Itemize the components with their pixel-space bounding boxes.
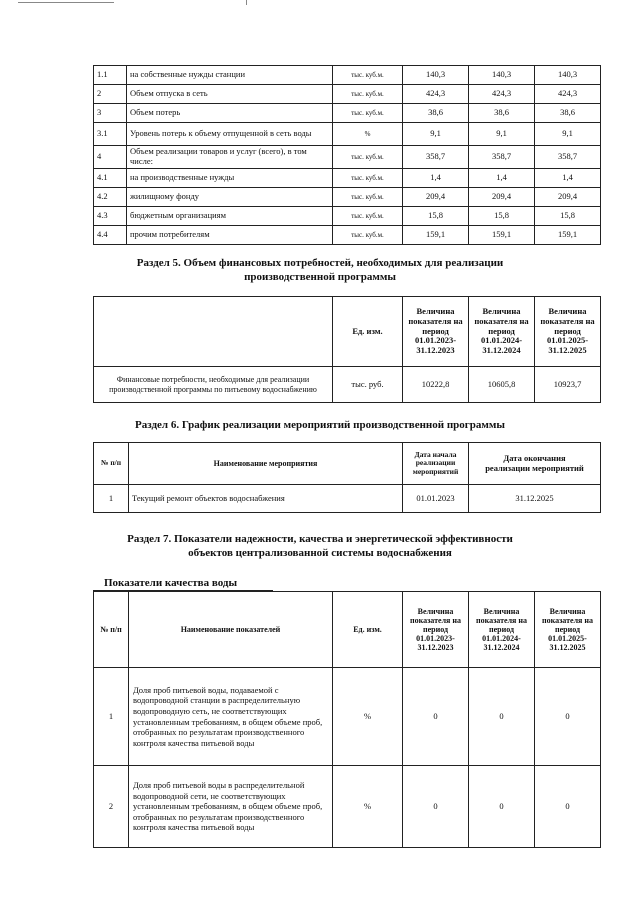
row-unit: тыс. куб.м.	[333, 66, 403, 85]
table-row	[94, 104, 601, 123]
header-cell-start: Дата начала реализации мероприятий	[403, 443, 469, 485]
section7-title	[0, 532, 640, 561]
table-header-row	[94, 297, 601, 367]
row-name: Объем отпуска в сеть	[127, 85, 333, 104]
indicator-value-2024: 0	[469, 766, 535, 848]
row-unit: тыс. куб.м.	[333, 207, 403, 226]
indicator-unit: %	[333, 668, 403, 766]
row-value-2: 38,6	[469, 104, 535, 123]
row-unit: %	[333, 123, 403, 146]
schedule-name: Текущий ремонт объектов водоснабжения	[129, 485, 403, 513]
header-cell-period-2024: Величина показателя на период 01.01.2024-31.12.2024	[469, 592, 535, 668]
table-row	[94, 766, 601, 848]
row-unit: тыс. куб.м.	[333, 188, 403, 207]
table-row	[94, 367, 601, 403]
section5-title-line1: Раздел 5. Объем финансовых потребностей, необходимых для реализации	[136, 257, 504, 269]
row-unit: тыс. куб.м.	[333, 85, 403, 104]
schedule-num: 1	[94, 485, 129, 513]
table-header-row	[94, 443, 601, 485]
row-unit: тыс. куб.м.	[333, 226, 403, 245]
indicator-value-2025: 0	[535, 766, 601, 848]
row-value-3: 9,1	[535, 123, 601, 146]
row-value-2: 140,3	[469, 66, 535, 85]
finance-name: Финансовые потребности, необходимые для реализации производственной программы по питьевому водоснабжению	[94, 367, 333, 403]
table-row	[94, 169, 601, 188]
row-value-1: 9,1	[403, 123, 469, 146]
header-cell-unit: Ед. изм.	[333, 297, 403, 367]
row-number: 1.1	[94, 66, 127, 85]
row-name: Уровень потерь к объему отпущенной в сеть воды	[127, 123, 333, 146]
row-value-3: 15,8	[535, 207, 601, 226]
row-name: на собственные нужды станции	[127, 66, 333, 85]
indicator-number: 1	[94, 668, 129, 766]
row-value-1: 38,6	[403, 104, 469, 123]
table-row	[94, 146, 601, 169]
row-value-1: 209,4	[403, 188, 469, 207]
table-row	[94, 66, 601, 85]
section6-title: Раздел 6. График реализации мероприятий производственной программы	[135, 419, 505, 431]
header-cell-period-2024: Величина показателя на период 01.01.2024-31.12.2024	[469, 297, 535, 367]
finance-value-2024: 10605,8	[469, 367, 535, 403]
row-unit: тыс. куб.м.	[333, 169, 403, 188]
table-row	[94, 485, 601, 513]
row-name: на производственные нужды	[127, 169, 333, 188]
row-value-1: 358,7	[403, 146, 469, 169]
finance-table	[93, 296, 601, 403]
row-value-1: 1,4	[403, 169, 469, 188]
header-cell-num: № п/п	[94, 592, 129, 668]
row-value-1: 140,3	[403, 66, 469, 85]
header-cell-end: Дата окончания реализации мероприятий	[469, 443, 601, 485]
schedule-end: 31.12.2025	[469, 485, 601, 513]
quality-table	[93, 591, 601, 848]
row-value-3: 38,6	[535, 104, 601, 123]
finance-value-2023: 10222,8	[403, 367, 469, 403]
indicator-number: 2	[94, 766, 129, 848]
table-row	[94, 85, 601, 104]
table-row	[94, 123, 601, 146]
row-value-2: 209,4	[469, 188, 535, 207]
header-mark	[246, 0, 247, 5]
row-value-3: 424,3	[535, 85, 601, 104]
indicator-name: Доля проб питьевой воды в распределительной водопроводной сети, не соответствующих установленным требованиям, в общем объеме проб, отобранных по результатам производственного контроля качества питьевой воды	[129, 766, 333, 848]
table-row	[94, 207, 601, 226]
header-cell-blank	[94, 297, 333, 367]
schedule-table	[93, 442, 601, 513]
section5-title-line2: производственной программы	[244, 271, 396, 284]
row-value-1: 159,1	[403, 226, 469, 245]
section7-title-line1: Раздел 7. Показатели надежности, качества и энергетической эффективности	[127, 533, 513, 545]
header-cell-unit: Ед. изм.	[333, 592, 403, 668]
finance-value-2025: 10923,7	[535, 367, 601, 403]
row-name: Объем потерь	[127, 104, 333, 123]
row-value-3: 358,7	[535, 146, 601, 169]
row-value-3: 209,4	[535, 188, 601, 207]
table-header-row	[94, 592, 601, 668]
row-unit: тыс. куб.м.	[333, 104, 403, 123]
row-unit: тыс. куб.м.	[333, 146, 403, 169]
row-value-1: 424,3	[403, 85, 469, 104]
indicator-unit: %	[333, 766, 403, 848]
indicator-value-2025: 0	[535, 668, 601, 766]
indicator-value-2024: 0	[469, 668, 535, 766]
header-cell-period-2023: Величина показателя на период 01.01.2023-31.12.2023	[403, 297, 469, 367]
row-name: жилищному фонду	[127, 188, 333, 207]
schedule-start: 01.01.2023	[403, 485, 469, 513]
row-number: 3	[94, 104, 127, 123]
row-name: прочим потребителям	[127, 226, 333, 245]
indicator-name: Доля проб питьевой воды, подаваемой с водопроводной станции в распределительную водопроводную сеть, не соответствующих установленным требованиям, в общем объеме проб, отобранных по результатам производственного контроля качества питьевой воды	[129, 668, 333, 766]
row-value-2: 159,1	[469, 226, 535, 245]
header-rule	[18, 2, 114, 3]
table-row	[94, 188, 601, 207]
finance-unit: тыс. руб.	[333, 367, 403, 403]
row-number: 3.1	[94, 123, 127, 146]
row-name: бюджетным организациям	[127, 207, 333, 226]
row-name: Объем реализации товаров и услуг (всего), в том числе:	[127, 146, 333, 169]
row-number: 4.4	[94, 226, 127, 245]
table-row	[94, 668, 601, 766]
row-value-1: 15,8	[403, 207, 469, 226]
quality-subtitle: Показатели качества воды	[104, 577, 238, 589]
row-number: 4	[94, 146, 127, 169]
row-number: 4.2	[94, 188, 127, 207]
header-cell-period-2025: Величина показателя на период 01.01.2025-31.12.2025	[535, 297, 601, 367]
row-value-2: 15,8	[469, 207, 535, 226]
indicator-value-2023: 0	[403, 766, 469, 848]
row-value-2: 424,3	[469, 85, 535, 104]
row-number: 4.1	[94, 169, 127, 188]
row-value-3: 140,3	[535, 66, 601, 85]
water-balance-table	[93, 65, 601, 245]
row-number: 4.3	[94, 207, 127, 226]
row-number: 2	[94, 85, 127, 104]
row-value-2: 9,1	[469, 123, 535, 146]
indicator-value-2023: 0	[403, 668, 469, 766]
section5-title	[0, 256, 640, 285]
header-cell-period-2023: Величина показателя на период 01.01.2023-31.12.2023	[403, 592, 469, 668]
header-cell-name: Наименование показателей	[129, 592, 333, 668]
row-value-3: 1,4	[535, 169, 601, 188]
header-cell-num: № п/п	[94, 443, 129, 485]
table-row	[94, 226, 601, 245]
row-value-2: 1,4	[469, 169, 535, 188]
header-cell-period-2025: Величина показателя на период 01.01.2025-31.12.2025	[535, 592, 601, 668]
row-value-3: 159,1	[535, 226, 601, 245]
section7-title-line2: объектов централизованной системы водоснабжения	[188, 547, 452, 560]
row-value-2: 358,7	[469, 146, 535, 169]
header-cell-name: Наименование мероприятия	[129, 443, 403, 485]
